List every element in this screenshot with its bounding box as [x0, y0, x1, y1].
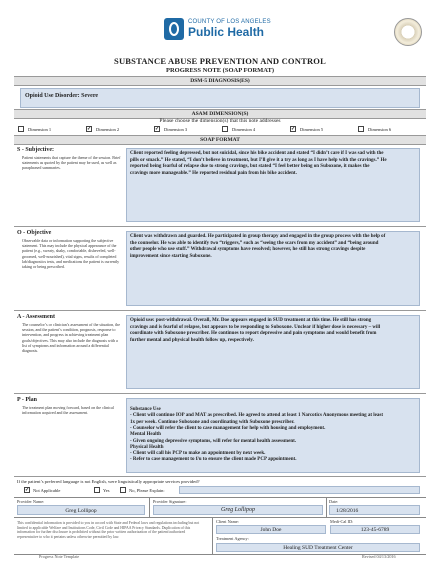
dimension-1-checkbox[interactable]: [18, 126, 24, 132]
provider-name-field[interactable]: [17, 505, 145, 515]
date-field[interactable]: [329, 505, 420, 515]
medi-cal-id-field[interactable]: [330, 525, 420, 534]
provider-name-label: Provider Name:: [17, 499, 45, 504]
signature-row: [14, 497, 426, 518]
plan-description: The treatment plan moving forward, based on the clinical information acquired and the assessment.: [22, 405, 114, 416]
subjective-line: reported being fearful of relapse due to strong cravings, but stated “I feel better being on Suboxone, it makes the: [130, 164, 370, 169]
subjective-field[interactable]: [126, 148, 420, 222]
plan-field[interactable]: [126, 398, 420, 473]
assessment-field[interactable]: [126, 315, 420, 389]
assessment-line: coordinate with Suboxone prescriber. He continues to report depressive and pain symptoms and would benefit from: [130, 331, 377, 336]
plan-line: 1x per week. Continue Suboxone and coordinating with Suboxone prescriber.: [130, 419, 295, 425]
subjective-line: Client reported feeling depressed, but not suicidal, since his bike accident and stated “I didn’t care if I was sad with the: [130, 151, 384, 156]
yes-checkbox[interactable]: [94, 487, 100, 493]
treatment-agency-label: Treatment Agency:: [216, 536, 249, 541]
objective-line: improvement since starting Suboxone.: [130, 253, 212, 259]
plan-line: - Client will continue IOP and MAT as prescribed. He agreed to attend at least 1 Narcotics Anonymous meeting at least: [130, 413, 383, 419]
assessment-line: cravings and is fearful of relapse, but appears to be responding to Suboxone. Unclear if higher dose is necessary – will: [130, 324, 381, 330]
dimension-2-checkbox[interactable]: ✓: [87, 126, 92, 132]
plan-line: - Client will call his PCP to make an appointment by next week.: [130, 451, 266, 457]
yes-label: Yes: [103, 487, 110, 493]
county-seal-icon: [394, 18, 422, 46]
diagnosis-heading: DSM-5 DIAGNOSIS(ES): [14, 76, 426, 86]
language-explain-field[interactable]: [179, 486, 420, 494]
plan-line: - Refer to case management to f/u to ensure the client made PCP appointment.: [130, 457, 297, 463]
client-info-block: [14, 518, 426, 555]
dimension-4-label: Dimension 4: [232, 126, 256, 132]
medi-cal-id-value: 123-45-6789: [360, 527, 390, 533]
objective-field[interactable]: [126, 231, 420, 306]
subjective-description: Patient statements that capture the theme of the session. Brief statements as quoted by the patient may be used, as well as paraphrased summaries.: [22, 155, 121, 171]
public-health-logo-mark-icon: [164, 18, 184, 40]
assessment-title: A - Assessment: [17, 314, 56, 320]
client-name-value: John Doe: [260, 527, 282, 533]
diagnosis-value: Opioid Use Disorder: Severe: [25, 93, 99, 99]
provider-signature-value: Greg Lollipop: [221, 507, 255, 513]
client-name-label: Client Name:: [216, 519, 240, 524]
provider-name-value: Greg Lollipop: [65, 507, 97, 514]
progress-note-form: [14, 12, 426, 560]
subjective-line: pills or smack.” He stated, “I don’t believe in treatment, but I’ll give it a try as long as I have help with the cravings.” He: [130, 157, 387, 163]
diagnosis-field[interactable]: [20, 88, 420, 108]
treatment-agency-value: Healing SUD Treatment Center: [283, 545, 353, 551]
assessment-line: further mental and physical health follow up, respectively.: [130, 337, 254, 343]
divider: [149, 498, 150, 517]
plan-line: Mental Health: [130, 432, 161, 438]
asam-dimension-row: [14, 125, 426, 134]
language-question: If the patient’s preferred language is not English, were linguistically appropriate services provided?: [17, 479, 200, 484]
confidentiality-notice: This confidential information is provided to you in accord with State and Federal laws and regulations including but not limited to applicable Welfare and Institutions Code, Civil Code and HIPAA Privacy Standards. Duplication of this information for further disclosure is prohibited without the prior written authorization of the patient/authorized representative to who it pertains unless otherwise permitted by law.: [17, 521, 200, 539]
subjective-title: S - Subjective:: [17, 147, 54, 153]
date-label: Date:: [329, 499, 339, 504]
provider-signature-label: Provider Signature:: [153, 499, 187, 504]
dimension-3-checkbox[interactable]: ✓: [155, 126, 160, 132]
objective-title: O - Objective: [17, 230, 52, 236]
dimension-6-label: Dimension 6: [368, 126, 392, 132]
not-applicable-checkbox[interactable]: ✓: [25, 487, 30, 493]
provider-signature-field[interactable]: [153, 505, 323, 515]
subjective-section: [14, 144, 426, 227]
objective-line: Client was withdrawn and guarded. He participated in group therapy and engaged in the group process with the help of: [130, 234, 386, 239]
plan-title: P - Plan: [17, 397, 38, 403]
asam-heading: ASAM DIMENSION(S): [14, 109, 426, 119]
assessment-line: Opioid use: post-withdrawal. Overall, Mr. Doe appears engaged in SUD treatment at this time. He still has strong: [130, 318, 372, 323]
plan-section: [14, 394, 426, 477]
objective-line: other people who use stuff.” Withdrawal symptoms have resolved; however, he still has strong cravings despite: [130, 247, 366, 252]
dimension-1-label: Dimension 1: [28, 126, 52, 132]
public-health-logo: [164, 18, 284, 44]
date-value: 1/28/2016: [336, 507, 359, 514]
dimension-5-checkbox[interactable]: ✓: [291, 126, 296, 132]
soap-heading: SOAP FORMAT: [14, 135, 426, 145]
client-name-field[interactable]: [216, 525, 326, 534]
agency-main-text: Public Health: [188, 25, 265, 39]
assessment-description: The counselor’s or clinician’s assessment of the situation, the session, and the patient’s condition, prognosis, response to intervention, and progress in achieving treatment plan goals/objectives. This may also include the diagnosis with a list of symptoms and information around a differential diagnosis.: [22, 322, 121, 354]
divider: [326, 498, 327, 517]
dimension-4-checkbox[interactable]: [222, 126, 228, 132]
plan-line: - Counselor will refer the client to case management for help with housing and employment.: [130, 425, 326, 431]
dimension-6-checkbox[interactable]: [358, 126, 364, 132]
plan-line: Physical Health: [130, 444, 164, 450]
divider: [212, 518, 213, 554]
form-title: SUBSTANCE ABUSE PREVENTION AND CONTROL: [114, 56, 326, 66]
not-applicable-label: Not Applicable: [33, 487, 61, 493]
form-subtitle: PROGRESS NOTE (SOAP FORMAT): [165, 67, 275, 74]
objective-line: the counselor. He was able to identify two “triggers,” such as “seeing the scars from my accident” and “being around: [130, 240, 379, 246]
footer-template-name: Progress Note Template: [39, 554, 80, 559]
no-checkbox[interactable]: [120, 487, 126, 493]
no-label: No, Please Explain:: [129, 487, 165, 493]
plan-line: - Given ongoing depressive symptoms, will refer for mental health assessment.: [130, 438, 297, 444]
language-options: [14, 486, 426, 495]
footer-revision: Revised 04/13/2016: [362, 554, 396, 559]
dimension-5-label: Dimension 5: [300, 126, 324, 132]
objective-description: Observable data or information supporting the subjective statement. This may include the physical appearance of the patient (e.g., sweaty, shaky, comfortable, disheveled, well-groomed, well-nourished), vital signs, results of completed lab/diagnostics tests, and medications the patient is currently taking or being prescribed.: [22, 238, 120, 270]
dimension-3-label: Dimension 3: [164, 126, 188, 132]
assessment-section: [14, 311, 426, 394]
dimension-2-label: Dimension 2: [96, 126, 120, 132]
medi-cal-id-label: Medi-Cal ID:: [330, 519, 354, 524]
subjective-line: cravings more manageable.” He reported residual pain from his bike accident.: [130, 170, 297, 176]
asam-instruction: Please choose the dimension(s) that this note addresses: [159, 118, 281, 124]
treatment-agency-field[interactable]: [216, 543, 420, 552]
objective-section: [14, 227, 426, 311]
plan-line: Substance Use: [130, 407, 161, 412]
agency-top-text: COUNTY OF LOS ANGELES: [188, 19, 271, 25]
